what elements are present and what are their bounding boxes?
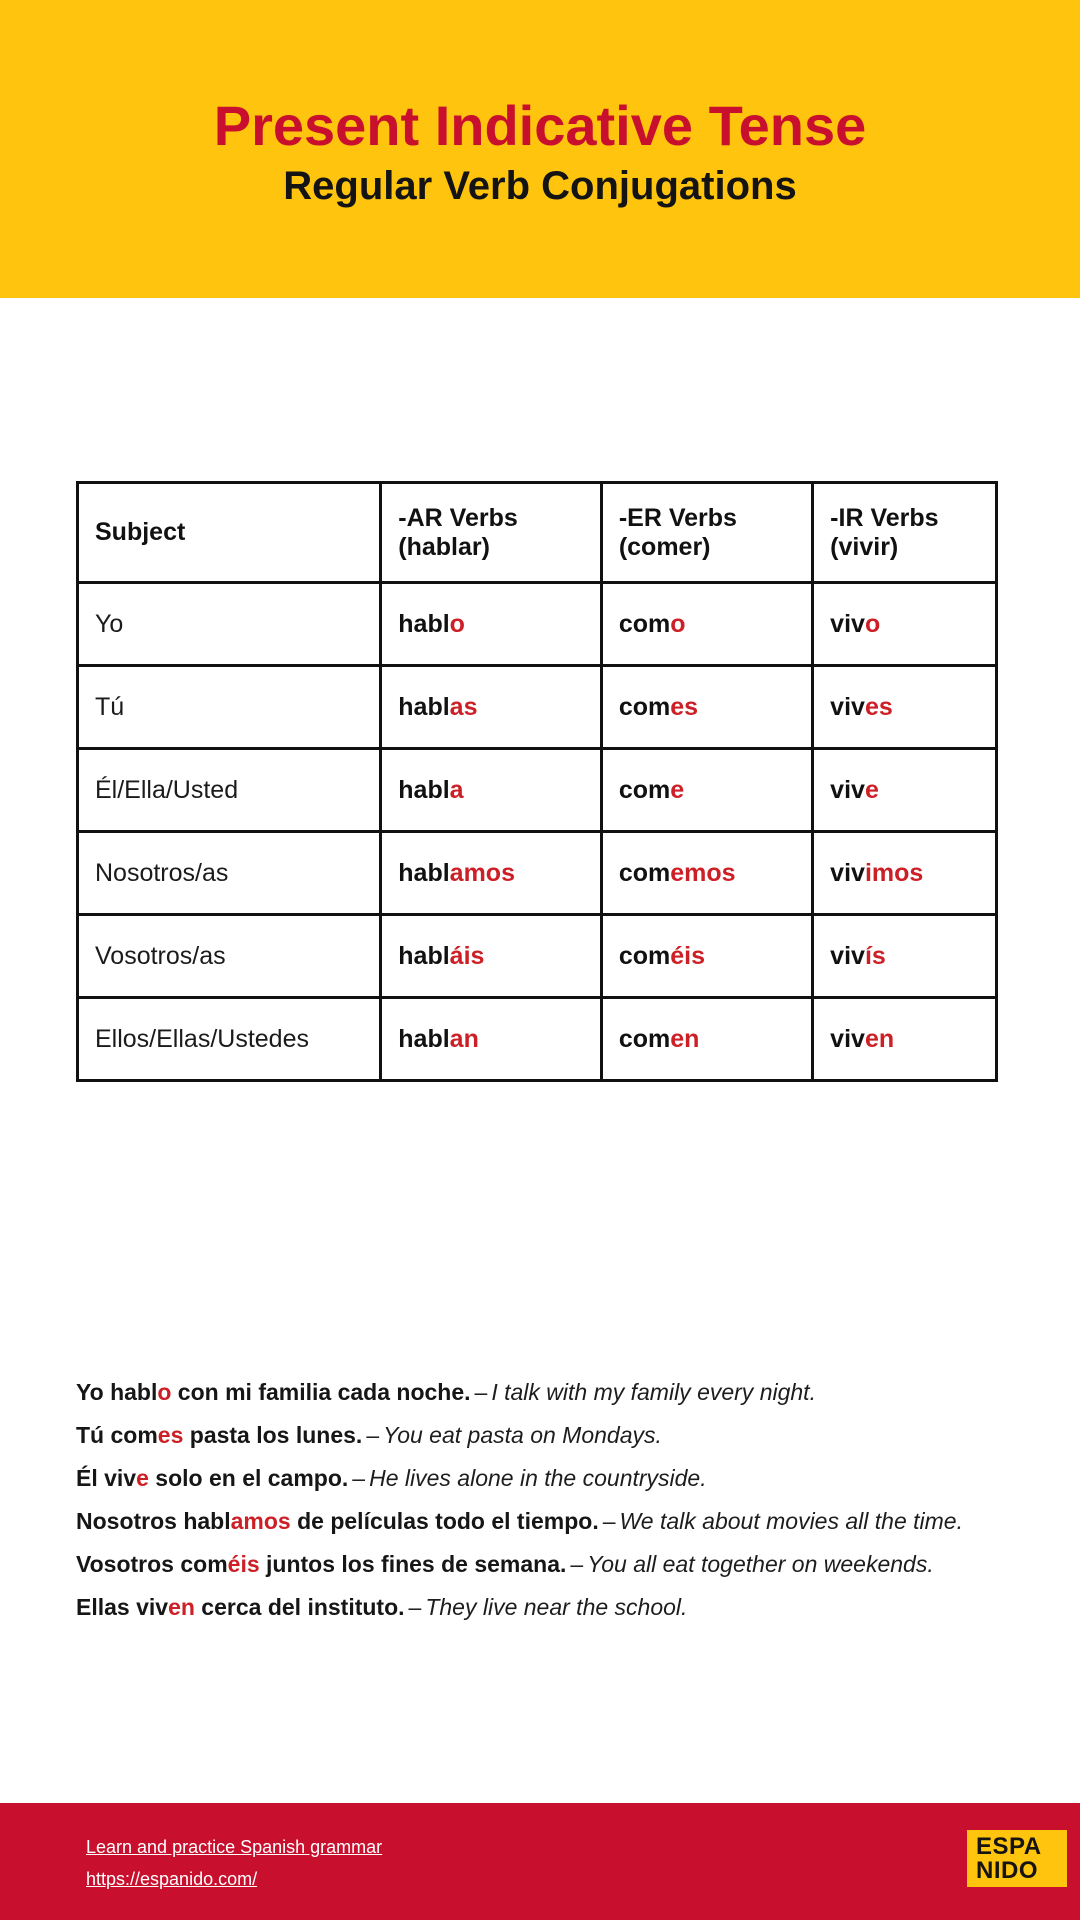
verb-ending: en	[168, 1594, 195, 1620]
verb-stem: habl	[398, 609, 450, 638]
verb-ending: amos	[230, 1508, 291, 1534]
verb-stem: viv	[830, 941, 865, 970]
verb-ending: e	[136, 1465, 149, 1491]
verb-ending: en	[864, 1024, 895, 1053]
header-band	[0, 0, 1080, 298]
verb-ending: o	[864, 609, 881, 638]
espanido-logo	[967, 1830, 1067, 1887]
english-translation: You eat pasta on Mondays.	[383, 1422, 662, 1448]
sentence-rest: de películas todo el tiempo.	[290, 1508, 599, 1534]
er-verb-cell	[601, 583, 812, 666]
verb-ending: áis	[449, 941, 485, 970]
verb-ending: amos	[449, 858, 515, 887]
footer-band	[0, 1803, 1080, 1920]
verb-ending: an	[449, 1024, 479, 1053]
sentence-start: Tú com	[76, 1422, 158, 1448]
ar-verb-cell	[381, 915, 602, 998]
subject-cell: Él/Ella/Usted	[78, 749, 381, 832]
sentence-start: Ellas viv	[76, 1594, 169, 1620]
sentence-start: Vosotros com	[76, 1551, 228, 1577]
verb-stem: viv	[830, 609, 865, 638]
page-subtitle: Regular Verb Conjugations	[283, 164, 797, 208]
english-translation: I talk with my family every night.	[491, 1379, 816, 1405]
verb-ending: o	[449, 609, 465, 638]
sentence-rest: cerca del instituto.	[194, 1594, 405, 1620]
ar-verb-cell	[381, 666, 602, 749]
ar-verb-cell	[381, 998, 602, 1081]
table-row	[78, 832, 997, 915]
verb-stem: viv	[830, 858, 865, 887]
dash-separator: –	[408, 1594, 422, 1620]
verb-ending: en	[670, 1024, 700, 1053]
dash-separator: –	[570, 1551, 584, 1577]
ir-verb-cell	[813, 666, 997, 749]
subject-cell: Nosotros/as	[78, 832, 381, 915]
sentence-rest: solo en el campo.	[148, 1465, 349, 1491]
verb-ending: a	[449, 775, 464, 804]
verb-ending: es	[157, 1422, 184, 1448]
verb-ending: emos	[670, 858, 736, 887]
example-sentence	[76, 1500, 1036, 1543]
ir-verb-cell	[813, 583, 997, 666]
verb-ending: o	[157, 1379, 172, 1405]
logo-text-top: ESPA	[976, 1832, 1042, 1860]
english-translation: You all eat together on weekends.	[587, 1551, 934, 1577]
table-row	[78, 915, 997, 998]
col-header-subject: Subject	[78, 483, 381, 583]
verb-stem: habl	[398, 692, 450, 721]
verb-ending: o	[670, 609, 686, 638]
sentence-start: Yo habl	[76, 1379, 158, 1405]
example-sentence	[76, 1414, 1036, 1457]
sentence-start: Él viv	[76, 1465, 137, 1491]
ir-verb-cell	[813, 832, 997, 915]
er-verb-cell	[601, 998, 812, 1081]
subject-cell: Vosotros/as	[78, 915, 381, 998]
verb-ending: imos	[864, 858, 924, 887]
example-sentence	[76, 1543, 1036, 1586]
sentence-rest: juntos los fines de semana.	[259, 1551, 567, 1577]
ir-verb-cell	[813, 915, 997, 998]
english-translation: They live near the school.	[425, 1594, 688, 1620]
ir-verb-cell	[813, 749, 997, 832]
er-verb-cell	[601, 749, 812, 832]
site-url-link[interactable]: https://espanido.com/	[86, 1869, 258, 1889]
verb-stem: com	[618, 609, 671, 638]
example-sentence	[76, 1371, 1036, 1414]
dash-separator: –	[602, 1508, 616, 1534]
verb-ending: es	[864, 692, 893, 721]
ar-verb-cell	[381, 749, 602, 832]
er-verb-cell	[601, 832, 812, 915]
table-row	[78, 998, 997, 1081]
verb-ending: éis	[670, 941, 705, 970]
footer-links	[86, 1831, 382, 1895]
verb-stem: habl	[398, 858, 450, 887]
er-verb-cell	[601, 915, 812, 998]
verb-stem: com	[618, 858, 671, 887]
verb-stem: com	[618, 941, 671, 970]
verb-stem: com	[618, 692, 671, 721]
subject-cell: Tú	[78, 666, 381, 749]
verb-stem: viv	[830, 775, 865, 804]
subject-cell: Yo	[78, 583, 381, 666]
table-row	[78, 583, 997, 666]
ar-verb-cell	[381, 832, 602, 915]
ir-verb-cell	[813, 998, 997, 1081]
verb-stem: viv	[830, 692, 865, 721]
verb-ending: éis	[227, 1551, 260, 1577]
example-sentence	[76, 1457, 1036, 1500]
verb-ending: e	[864, 775, 879, 804]
col-header-ar-verbs: -AR Verbs (hablar)	[381, 483, 602, 583]
table-header-row	[78, 483, 997, 583]
verb-ending: e	[670, 775, 685, 804]
verb-ending: es	[670, 692, 699, 721]
sentence-rest: pasta los lunes.	[183, 1422, 363, 1448]
verb-stem: habl	[398, 1024, 450, 1053]
tagline-link[interactable]: Learn and practice Spanish grammar	[86, 1837, 383, 1857]
col-header-ir-verbs: -IR Verbs (vivir)	[813, 483, 997, 583]
example-sentences	[76, 1371, 1036, 1629]
verb-stem: viv	[830, 1024, 865, 1053]
example-sentence	[76, 1586, 1036, 1629]
dash-separator: –	[474, 1379, 488, 1405]
sentence-start: Nosotros habl	[76, 1508, 231, 1534]
verb-stem: com	[618, 775, 671, 804]
subject-cell: Ellos/Ellas/Ustedes	[78, 998, 381, 1081]
verb-ending: as	[449, 692, 478, 721]
logo-text-bottom: NIDO	[976, 1856, 1038, 1884]
dash-separator: –	[366, 1422, 380, 1448]
sentence-rest: con mi familia cada noche.	[171, 1379, 471, 1405]
er-verb-cell	[601, 666, 812, 749]
english-translation: We talk about movies all the time.	[619, 1508, 963, 1534]
verb-stem: com	[618, 1024, 671, 1053]
table-row	[78, 749, 997, 832]
verb-stem: habl	[398, 775, 450, 804]
ar-verb-cell	[381, 583, 602, 666]
table-row	[78, 666, 997, 749]
col-header-er-verbs: -ER Verbs (comer)	[601, 483, 812, 583]
dash-separator: –	[352, 1465, 366, 1491]
verb-ending: ís	[864, 941, 886, 970]
conjugation-table	[76, 481, 998, 1082]
verb-stem: habl	[398, 941, 450, 970]
english-translation: He lives alone in the countryside.	[369, 1465, 707, 1491]
page-title: Present Indicative Tense	[213, 94, 867, 157]
